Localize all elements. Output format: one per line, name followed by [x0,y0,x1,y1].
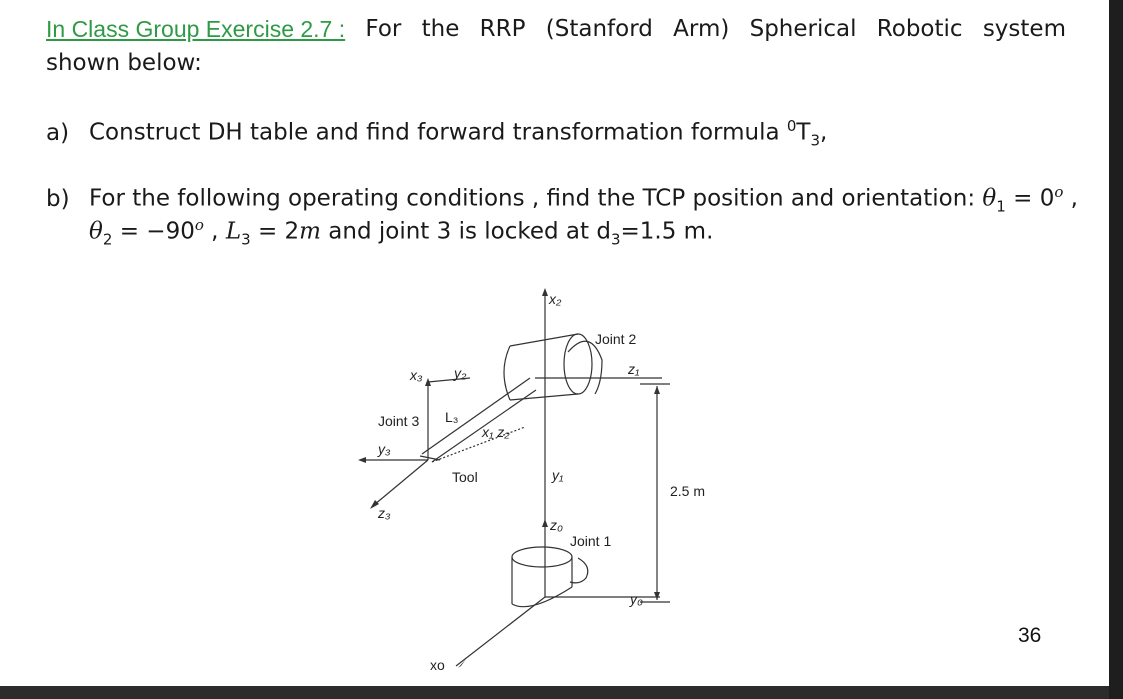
window-edge-bottom [0,686,1109,699]
word: For [365,16,402,42]
label-x0: xo [430,657,445,673]
part-b-line2 [89,216,713,248]
part-b-text: For the following operating conditions , find the TCP position and orientation: [89,185,983,212]
word: system [982,16,1066,42]
stanford-arm-diagram [340,282,740,682]
label-y0: y₀ [630,591,643,607]
part-a-sup: 0 [786,117,797,135]
meter-unit: m [299,218,321,245]
joint2-rotation-arrow [568,341,602,394]
tool-dotted-line [432,427,525,462]
joint2-cylinder-bottom [510,394,578,400]
label-L3: L₃ [445,409,459,425]
label-joint1: Joint 1 [570,533,612,549]
degree: o [1054,183,1064,201]
dim-arrow-top-icon [654,386,660,394]
label-y1: y₁ [552,467,564,483]
part-a-T: T [796,119,811,146]
page-number: 36 [1018,624,1042,647]
label-joint3: Joint 3 [378,413,420,429]
y3-arrow-icon [358,457,366,463]
theta-sub: 1 [996,197,1006,216]
label-z0: z₀ [550,517,563,533]
joint2-cylinder-back [504,346,510,400]
part-b-text2: and joint 3 is locked at d [320,218,611,245]
comma: , [203,218,219,245]
exercise-heading: In Class Group Exercise 2.7 : [46,16,346,42]
L3-value: = 2 [250,218,300,245]
theta-sub: 2 [102,230,113,249]
theta-symbol: θ [982,185,997,212]
title-line [46,16,1066,43]
degree: o [194,216,204,234]
label-y2: y₂ [454,365,467,381]
theta2-value: = −90 [112,218,195,245]
z0-arrow-icon [542,519,548,527]
word: RRP [479,16,526,42]
label-z3: z₃ [378,505,391,521]
joint1-rotation-arrow [570,558,588,583]
theta1-value: = 0 [1005,185,1055,212]
L-sub: 3 [241,230,251,249]
label-z1: z₁ [628,361,640,377]
label-tool: Tool [452,469,478,485]
label-joint2: Joint 2 [595,331,637,347]
part-b-text3: =1.5 m. [620,218,714,245]
arm-upper-edge [422,378,530,454]
label-x3: x₃ [410,367,423,383]
part-b [46,183,1078,215]
title-line-2: shown below: [46,50,202,76]
part-a-tail: , [820,119,828,146]
word: the [421,16,460,42]
part-a [46,117,827,149]
word: (Stanford [545,16,653,42]
base-cylinder-top [512,547,572,567]
label-x1z2: x₁ z₂ [482,424,510,440]
dim-arrow-bottom-icon [654,592,660,600]
word: Arm) [673,16,730,42]
z3-axis [374,460,428,505]
window-edge-right [1109,0,1123,699]
L-symbol: L [225,218,242,245]
x0-axis [456,597,545,666]
part-b-label: b) [46,185,70,212]
part-a-label: a) [46,119,70,146]
label-x2: x₂ [549,291,562,307]
theta-symbol: θ [89,218,103,245]
x2-arrow-icon [542,288,548,296]
label-y3: y₃ [378,441,391,457]
label-dimension: 2.5 m [670,483,706,499]
comma: , [1063,185,1078,212]
word: Spherical [749,16,857,42]
part-a-text: Construct DH table and find forward transformation formula [89,119,787,146]
word: Robotic [876,16,963,42]
d-sub: 3 [610,230,621,249]
part-a-sub: 3 [810,131,821,150]
